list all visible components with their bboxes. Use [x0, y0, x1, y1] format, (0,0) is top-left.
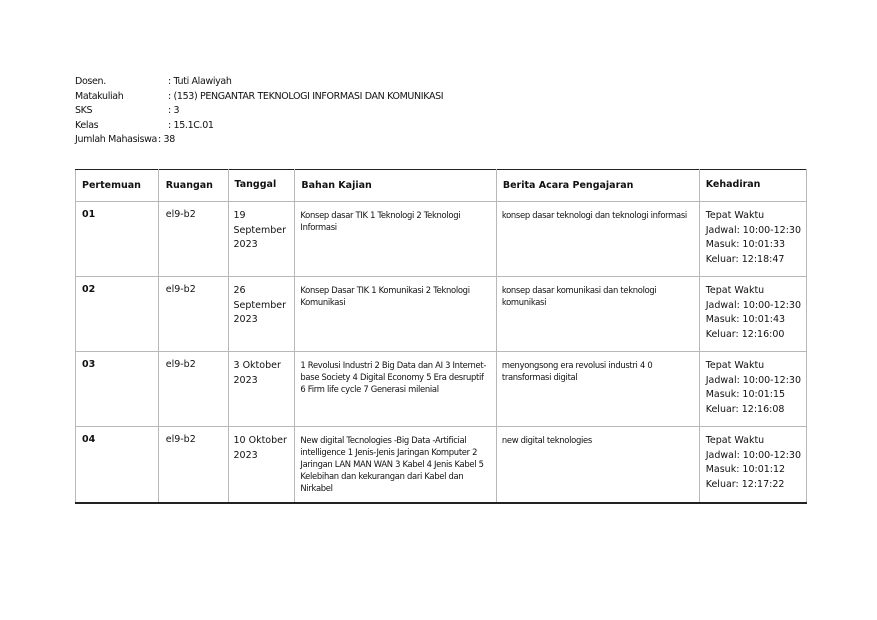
attendance-checkin: Masuk: 10:01:33 [705, 239, 786, 251]
cell-pertemuan: 04 [76, 427, 159, 504]
attendance-status: Tepat Waktu [705, 285, 765, 296]
col-header-berita-acara: Berita Acara Pengajaran [496, 170, 699, 202]
info-row-dosen [75, 75, 443, 90]
cell-tanggal: 3 Oktober 2023 [228, 352, 295, 427]
cell-ruangan: el9-b2 [158, 202, 228, 277]
cell-tanggal: 10 Oktober 2023 [228, 427, 295, 504]
info-row-sks [75, 104, 443, 119]
dosen-label: Dosen. [75, 76, 106, 87]
info-row-matakuliah [75, 90, 443, 105]
col-header-kehadiran: Kehadiran [699, 170, 806, 202]
attendance-status: Tepat Waktu [705, 435, 765, 446]
cell-kehadiran [699, 277, 806, 352]
jumlah-value: : 38 [157, 134, 175, 145]
attendance-checkin: Masuk: 10:01:12 [705, 464, 786, 476]
attendance-checkout: Keluar: 12:18:47 [705, 253, 785, 265]
attendance-schedule: Jadwal: 10:00-12:30 [705, 374, 801, 386]
cell-berita-acara: new digital teknologies [496, 427, 699, 504]
attendance-checkout: Keluar: 12:17:22 [705, 478, 785, 490]
sks-value: : 3 [168, 105, 180, 116]
attendance-schedule: Jadwal: 10:00-12:30 [705, 449, 801, 461]
col-header-pertemuan: Pertemuan [76, 170, 159, 202]
dosen-value: : Tuti Alawiyah [168, 76, 232, 87]
attendance-checkout: Keluar: 12:16:08 [705, 403, 785, 415]
attendance-status: Tepat Waktu [705, 210, 765, 221]
cell-ruangan: el9-b2 [158, 427, 228, 504]
cell-bahan-kajian: 1 Revolusi Industri 2 Big Data dan AI 3 Internet-base Society 4 Digital Economy 5 Era desruptif 6 Firm life cycle 7 Generasi milenial [295, 352, 496, 427]
cell-berita-acara: konsep dasar teknologi dan teknologi informasi [496, 202, 699, 277]
cell-ruangan: el9-b2 [158, 277, 228, 352]
cell-kehadiran [699, 427, 806, 504]
cell-pertemuan: 02 [76, 277, 159, 352]
cell-bahan-kajian: Konsep dasar TIK 1 Teknologi 2 Teknologi Informasi [295, 202, 496, 277]
kelas-label: Kelas [75, 119, 99, 131]
attendance-checkin: Masuk: 10:01:43 [705, 314, 786, 326]
sks-label: SKS [75, 105, 93, 116]
jumlah-label: Jumlah Mahasiswa [75, 134, 157, 145]
matakuliah-value: : (153) PENGANTAR TEKNOLOGI INFORMASI DAN KOMUNIKASI [168, 90, 444, 102]
col-header-bahan-kajian: Bahan Kajian [295, 170, 496, 202]
attendance-status: Tepat Waktu [705, 360, 765, 371]
kelas-value: : 15.1C.01 [168, 119, 214, 131]
cell-pertemuan: 01 [76, 202, 159, 277]
cell-bahan-kajian: Konsep Dasar TIK 1 Komunikasi 2 Teknologi Komunikasi [295, 277, 496, 352]
course-info [75, 75, 443, 148]
cell-ruangan: el9-b2 [158, 352, 228, 427]
col-header-tanggal: Tanggal [228, 170, 295, 202]
attendance-table [75, 169, 807, 504]
table-row [76, 427, 807, 504]
cell-tanggal: 19 September 2023 [228, 202, 295, 277]
table-row [76, 352, 807, 427]
cell-berita-acara: menyongsong era revolusi industri 4 0 transformasi digital [496, 352, 699, 427]
attendance-checkin: Masuk: 10:01:15 [705, 389, 786, 401]
col-header-ruangan: Ruangan [158, 170, 228, 202]
attendance-schedule: Jadwal: 10:00-12:30 [705, 224, 801, 236]
info-row-jumlah [75, 133, 443, 148]
matakuliah-label: Matakuliah [75, 90, 124, 102]
attendance-schedule: Jadwal: 10:00-12:30 [705, 299, 801, 311]
table-row [76, 277, 807, 352]
cell-kehadiran [699, 202, 806, 277]
cell-tanggal: 26 September 2023 [228, 277, 295, 352]
cell-pertemuan: 03 [76, 352, 159, 427]
table-header-row [76, 170, 807, 202]
info-row-kelas [75, 119, 443, 134]
cell-berita-acara: konsep dasar komunikasi dan teknologi komunikasi [496, 277, 699, 352]
cell-kehadiran [699, 352, 806, 427]
cell-bahan-kajian: New digital Tecnologies -Big Data -Artificial intelligence 1 Jenis-Jenis Jaringan Komputer 2 Jaringan LAN MAN WAN 3 Kabel 4 Jenis Kabel 5 Kelebihan dan kekurangan dari Kabel dan Nirkabel [295, 427, 496, 504]
table-row [76, 202, 807, 277]
attendance-checkout: Keluar: 12:16:00 [705, 328, 785, 340]
